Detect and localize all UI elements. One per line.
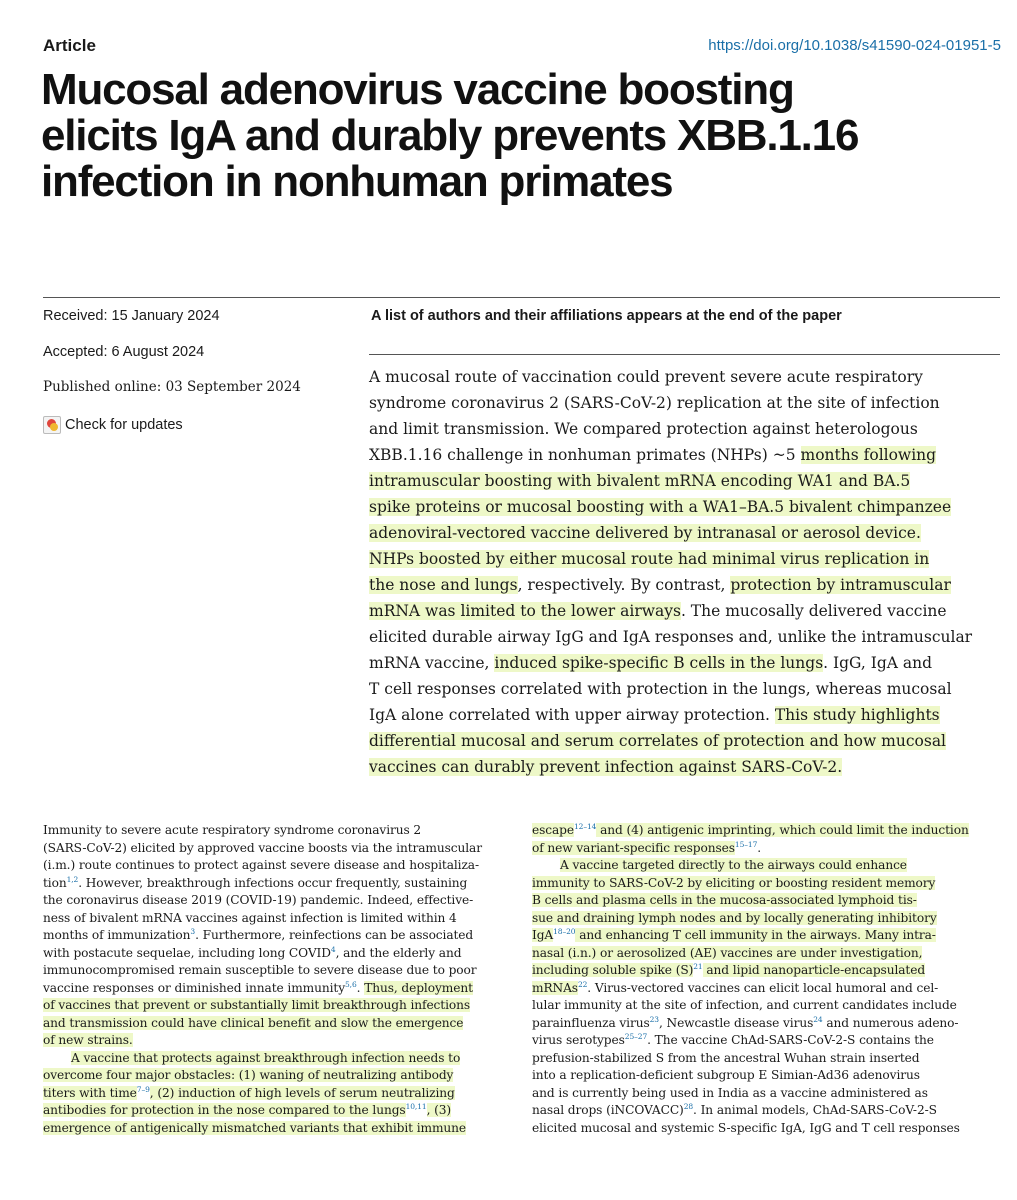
highlighted-text: of new variant-specific responses [532,840,735,855]
text-segment: months of immunization [43,928,191,942]
text-line [532,1120,997,1138]
body-column-left [43,822,508,1137]
highlighted-text: months following [800,446,937,464]
text-segment: virus serotypes [532,1033,625,1047]
text-segment: , and the elderly and [335,945,462,960]
highlighted-text: IgA [532,928,554,942]
text-line [43,980,508,998]
article-title [41,67,971,205]
text-line [369,728,1009,754]
received-date: Received: 15 January 2024 [43,308,220,324]
text-segment: mRNA vaccine, [369,654,495,672]
text-line [43,997,508,1015]
highlighted-text: mRNAs [532,980,578,995]
text-segment: . In animal models, ChAd-SARS-CoV-2-S [693,1103,937,1117]
citation-ref[interactable]: 28 [683,1101,694,1111]
citation-ref[interactable]: 22 [577,979,588,989]
text-line [532,927,997,945]
text-segment: elicited mucosal and systemic S-specific IgA, IgG and T cell responses [532,1120,960,1135]
text-line [43,857,508,875]
highlighted-text: differential mucosal and serum correlates of protection and how mucosal [369,732,947,750]
highlighted-text: protection by intramuscular [730,576,951,594]
text-line [43,1102,508,1120]
text-line [369,520,1009,546]
published-date: Published online: 03 September 2024 [43,379,301,395]
title-line: Mucosal adenovirus vaccine boosting [41,65,794,114]
citation-ref[interactable]: 12–14 [573,821,597,831]
text-segment: elicited durable airway IgG and IgA responses and, unlike the intramuscular [369,628,973,646]
text-segment: immunocompromised remain susceptible to severe disease due to poor [43,963,477,977]
text-line [43,1050,508,1068]
accepted-date: Accepted: 6 August 2024 [43,344,205,360]
text-segment: . Virus-vectored vaccines can elicit local humoral and cel- [587,980,939,995]
highlighted-text: mRNA was limited to the lower airways [369,602,681,620]
title-line: elicits IgA and durably prevents XBB.1.16 [41,111,859,160]
highlighted-text: overcome four major obstacles: (1) waning of neutralizing antibody [43,1068,454,1082]
text-segment: . [356,980,365,995]
highlighted-text: nasal (i.n.) or aerosolized (AE) vaccines are under investigation, [532,945,923,960]
text-line [532,1050,997,1068]
highlighted-text: A vaccine that protects against breakthrough infection needs to [71,1050,461,1065]
text-line [532,1015,997,1033]
text-segment: and limit transmission. We compared protection against heterologous [369,420,918,438]
text-segment: ness of bivalent mRNA vaccines against infection is limited within 4 [43,910,457,925]
abstract-divider [369,354,1000,355]
text-line [369,390,1009,416]
citation-ref[interactable]: 1,2 [66,874,79,884]
highlighted-text: escape [532,823,574,837]
text-line [532,910,997,928]
text-line [369,650,1009,676]
text-segment: tion [43,875,67,890]
abstract [369,364,1009,780]
text-line [369,676,1009,702]
text-segment: Immunity to severe acute respiratory syndrome coronavirus 2 [43,823,422,837]
authors-affiliations-note: A list of authors and their affiliations appears at the end of the paper [371,308,842,324]
text-segment: syndrome coronavirus 2 (SARS-CoV-2) replication at the site of infection [369,394,940,412]
text-segment: the coronavirus disease 2019 (COVID-19) pandemic. Indeed, effective- [43,893,474,907]
text-line [532,1102,997,1120]
citation-ref[interactable]: 7–9 [136,1084,150,1094]
text-segment: and is currently being used in India as a vaccine administered as [532,1085,928,1100]
text-segment: and numerous adeno- [822,1015,959,1030]
highlighted-text: vaccines can durably prevent infection against SARS-CoV-2. [369,758,843,776]
text-line [532,840,997,858]
text-segment: . The vaccine ChAd-SARS-CoV-2-S contains the [647,1033,934,1047]
title-divider [43,297,1000,298]
highlighted-text: and (4) antigenic imprinting, which could limit the induction [596,823,969,837]
citation-ref[interactable]: 3 [190,926,196,936]
text-line [532,892,997,910]
text-line [532,822,997,840]
text-segment: (SARS-CoV-2) elicited by approved vaccine boosts via the intramuscular [43,840,482,855]
text-segment: XBB.1.16 challenge in nonhuman primates (NHPs) ~5 [369,446,801,464]
text-line [43,1120,508,1138]
text-line [369,494,1009,520]
text-line [369,572,1009,598]
citation-ref[interactable]: 10,11 [405,1101,427,1111]
citation-ref[interactable]: 4 [330,944,336,954]
text-line [369,416,1009,442]
text-line [369,702,1009,728]
highlighted-text: B cells and plasma cells in the mucosa-associated lymphoid tis- [532,893,917,907]
text-segment: , respectively. By contrast, [517,576,731,594]
highlighted-text: NHPs boosted by either mucosal route had minimal virus replication in [369,550,930,568]
highlighted-text: of vaccines that prevent or substantially limit breakthrough infections [43,998,471,1012]
text-segment: nasal drops (iNCOVACC) [532,1103,684,1117]
text-line [43,892,508,910]
text-segment: into a replication-deficient subgroup E Simian-Ad36 adenovirus [532,1068,920,1082]
text-line [43,875,508,893]
check-for-updates-icon [43,416,61,434]
highlighted-text: Thus, deployment [364,980,473,995]
text-line [369,546,1009,572]
text-line [43,945,508,963]
highlighted-text: including soluble spike (S) [532,963,694,977]
text-segment: (i.m.) route continues to protect against severe disease and hospitaliza- [43,858,479,872]
highlighted-text: titers with time [43,1085,137,1100]
citation-ref[interactable]: 23 [649,1014,659,1024]
text-line [532,1032,997,1050]
text-line [369,754,1009,780]
highlighted-text: of new strains. [43,1033,133,1047]
text-segment: vaccine responses or diminished innate immunity [43,980,345,995]
check-for-updates-button[interactable] [43,416,183,434]
text-line [43,1032,508,1050]
text-line [532,945,997,963]
article-type-label: Article [43,36,96,55]
text-segment: A mucosal route of vaccination could prevent severe acute respiratory [369,368,923,386]
text-line [532,997,997,1015]
text-segment: parainfluenza virus [532,1015,650,1030]
text-line [43,910,508,928]
text-segment: lular immunity at the site of infection, and current candidates include [532,998,957,1012]
citation-ref[interactable]: 5,6 [344,979,357,989]
text-line [532,1085,997,1103]
text-segment: . However, breakthrough infections occur frequently, sustaining [78,875,468,890]
highlighted-text: induced spike-specific B cells in the lungs [494,654,824,672]
text-segment: . The mucosally delivered vaccine [680,602,947,620]
citation-ref[interactable]: 15–17 [734,839,758,849]
highlighted-text: intramuscular boosting with bivalent mRNA encoding WA1 and BA.5 [369,472,911,490]
text-line [369,624,1009,650]
highlighted-text: sue and draining lymph nodes and by locally generating inhibitory [532,910,937,925]
text-line [532,962,997,980]
highlighted-text: emergence of antigenically mismatched variants that exhibit immune [43,1120,467,1135]
title-line: infection in nonhuman primates [41,157,673,206]
text-line [43,1067,508,1085]
text-line [43,822,508,840]
text-segment: IgA alone correlated with upper airway protection. [369,706,775,724]
text-segment: . IgG, IgA and [823,654,933,672]
doi-link[interactable]: https://doi.org/10.1038/s41590-024-01951-5 [708,37,1001,54]
text-segment: with postacute sequelae, including long COVID [43,945,331,960]
text-line [43,840,508,858]
highlighted-text: This study highlights [774,706,940,724]
highlighted-text: , (2) induction of high levels of serum neutralizing [149,1085,455,1100]
highlighted-text: A vaccine targeted directly to the airways could enhance [560,858,907,872]
highlighted-text: and transmission could have clinical benefit and slow the emergence [43,1015,464,1030]
text-line [369,364,1009,390]
highlighted-text: antibodies for protection in the nose compared to the lungs [43,1103,406,1117]
text-line [43,962,508,980]
text-line [532,875,997,893]
citation-ref[interactable]: 25–27 [624,1031,648,1041]
text-line [369,468,1009,494]
highlighted-text: adenoviral-vectored vaccine delivered by intranasal or aerosol device. [369,524,921,542]
text-line [532,980,997,998]
text-segment: prefusion-stabilized S from the ancestral Wuhan strain inserted [532,1050,920,1065]
highlighted-text: spike proteins or mucosal boosting with a WA1–BA.5 bivalent chimpanzee [369,498,952,516]
text-line [43,1085,508,1103]
text-segment: , Newcastle disease virus [658,1015,814,1030]
text-line [369,442,1009,468]
text-segment: . Furthermore, reinfections can be associated [195,928,474,942]
text-line [43,1015,508,1033]
text-segment: . [757,840,762,855]
highlighted-text: , (3) [426,1103,452,1117]
text-line [43,927,508,945]
text-line [532,857,997,875]
highlighted-text: the nose and lungs [369,576,518,594]
body-column-right [532,822,997,1137]
citation-ref[interactable]: 18–20 [553,926,576,936]
highlighted-text: immunity to SARS-CoV-2 by eliciting or boosting resident memory [532,875,936,890]
article-header [43,34,1001,58]
text-line [369,598,1009,624]
highlighted-text: and lipid nanoparticle-encapsulated [702,963,926,977]
citation-ref[interactable]: 24 [813,1014,823,1024]
text-segment: T cell responses correlated with protection in the lungs, whereas mucosal [369,680,952,698]
text-line [532,1067,997,1085]
check-for-updates-label: Check for updates [65,417,183,433]
highlighted-text: and enhancing T cell immunity in the airways. Many intra- [575,928,936,942]
citation-ref[interactable]: 21 [693,961,703,971]
